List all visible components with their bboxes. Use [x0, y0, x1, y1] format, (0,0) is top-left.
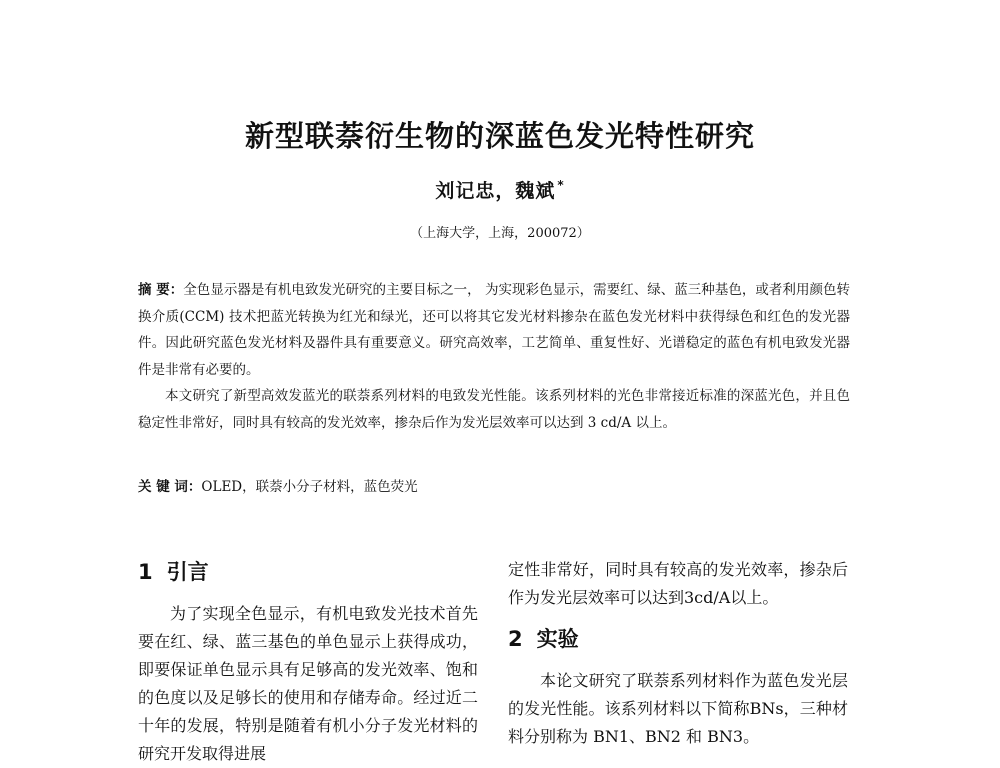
keywords-line — [138, 474, 850, 500]
author-names: 刘记忠，魏斌 — [435, 180, 556, 202]
continued-paragraph: 定性非常好，同时具有较高的发光效率，掺杂后作为发光层效率可以达到3cd/A以上。 — [508, 560, 848, 607]
introduction-paragraph: 为了实现全色显示，有机电致发光技术首先要在红、绿、蓝三基色的单色显示上获得成功，即要保证单色显示具有足够高的发光效率、饱和的色度以及足够长的使用和存储寿命。经过近二十年的发展，特别是随着有机小分子发光材料的研究开发取得进展 — [138, 604, 478, 763]
section-number: 1 — [138, 560, 153, 584]
keywords-text: OLED，联萘小分子材料，蓝色荧光 — [201, 479, 418, 495]
abstract-paragraph-2: 本文研究了新型高效发蓝光的联萘系列材料的电致发光性能。该系列材料的光色非常接近标准的深蓝光色，并且色稳定性非常好，同时具有较高的发光效率，掺杂后作为发光层效率可以达到 3 cd/A 以上。 — [138, 388, 850, 431]
corresponding-author-mark: * — [557, 178, 565, 192]
section-heading-introduction — [138, 556, 478, 588]
author-list — [0, 176, 1000, 203]
body-column-right — [508, 556, 848, 751]
keywords-label: 关 键 词： — [138, 479, 202, 495]
abstract-block — [138, 277, 850, 436]
abstract-paragraph-1 — [138, 277, 850, 383]
section-title: 实验 — [536, 627, 579, 651]
paper-title: 新型联萘衍生物的深蓝色发光特性研究 — [244, 119, 755, 153]
abstract-label: 摘 要： — [138, 282, 184, 298]
section-title: 引言 — [166, 560, 209, 584]
section-heading-experiment — [508, 623, 848, 655]
body-column-left — [138, 556, 478, 768]
affiliation: （上海大学，上海，200072） — [410, 226, 590, 241]
experiment-paragraph: 本论文研究了联萘系列材料作为蓝色发光层的发光性能。该系列材料以下简称BNs，三种材料分别称为 BN1、BN2 和 BN3。 — [508, 671, 848, 746]
section-number: 2 — [508, 627, 523, 651]
abstract-text-1: 全色显示器是有机电致发光研究的主要目标之一， 为实现彩色显示，需要红、绿、蓝三种基色，或者利用颜色转换介质(CCM) 技术把蓝光转换为红光和绿光，还可以将其它发光材料掺杂在蓝色发光材料中获得绿色和红色的发光器件。因此研究蓝色发光材料及器件具有重要意义。研究高效率，工艺简单、重复性好、光谱稳定的蓝色有机电致发光器件是非常有必要的。 — [138, 282, 850, 378]
